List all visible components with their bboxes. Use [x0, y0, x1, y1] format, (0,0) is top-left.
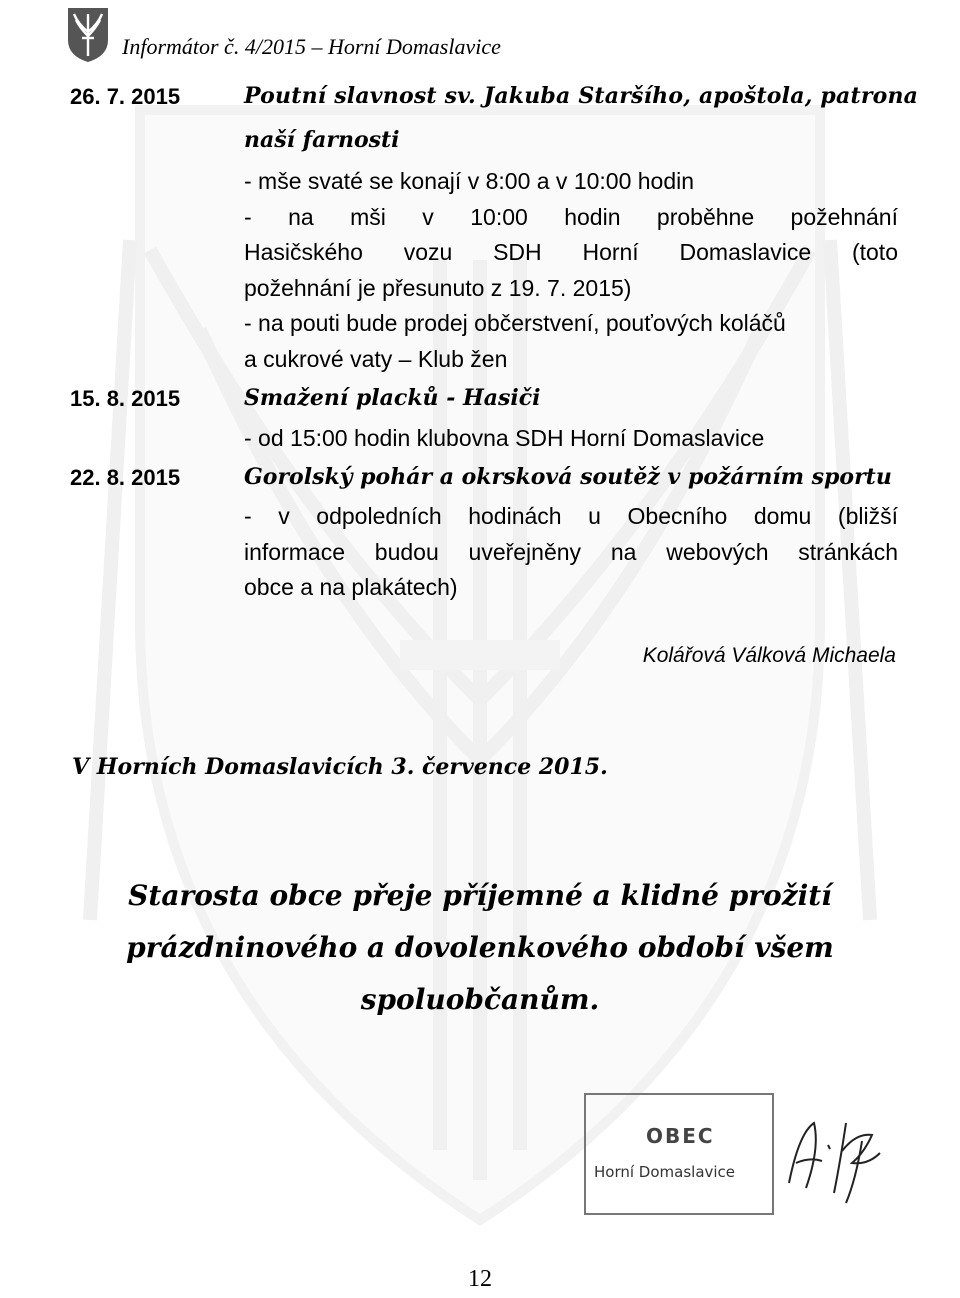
- newsletter-title: Informátor č. 4/2015 – Horní Domaslavice: [122, 34, 501, 59]
- event-date: 15. 8. 2015: [70, 386, 181, 411]
- page-number: 12: [468, 1266, 492, 1292]
- event-description: - od 15:00 hodin klubovna SDH Horní Domaslavice: [244, 425, 765, 451]
- event-title: Smažení placků - Hasiči: [244, 385, 541, 411]
- author-signature: Kolářová Válková Michaela: [642, 644, 896, 667]
- coat-of-arms-logo: [66, 6, 110, 64]
- mayor-wish: Starosta obce přeje příjemné a klidné prožití prázdninového a dovolenkového období všem spoluobčanům.: [126, 879, 834, 1016]
- event-description: - v odpoledních hodinách u Obecního domu (bližší informace budou uveřejněny na webových stránkách obce a na plakátech): [244, 503, 898, 600]
- event-date: 26. 7. 2015: [70, 84, 181, 109]
- stamp-line-1: OBEC: [646, 1124, 715, 1148]
- stamp-line-2: Horní Domaslavice: [594, 1163, 736, 1181]
- event-title: Gorolský pohár a okrsková soutěž v požárním sportu: [244, 464, 892, 490]
- event-date: 22. 8. 2015: [70, 465, 181, 490]
- official-stamp: [584, 1093, 884, 1215]
- handwritten-signature: [789, 1123, 880, 1203]
- place-and-date: V Horních Domaslavicích 3. července 2015.: [72, 754, 608, 780]
- event-description: - mše svaté se konají v 8:00 a v 10:00 hodin - na mši v 10:00 hodin proběhne požehnání Hasičského vozu SDH Horní Domaslavice (toto požehnání je přesunuto z 19. 7. 2015) - na pouti bude prodej občerstvení, pouťových koláčů a cukrové vaty – Klub žen: [244, 168, 898, 372]
- event-title: Poutní slavnost sv. Jakuba Staršího, apoštola, patrona naší farnosti: [244, 83, 919, 153]
